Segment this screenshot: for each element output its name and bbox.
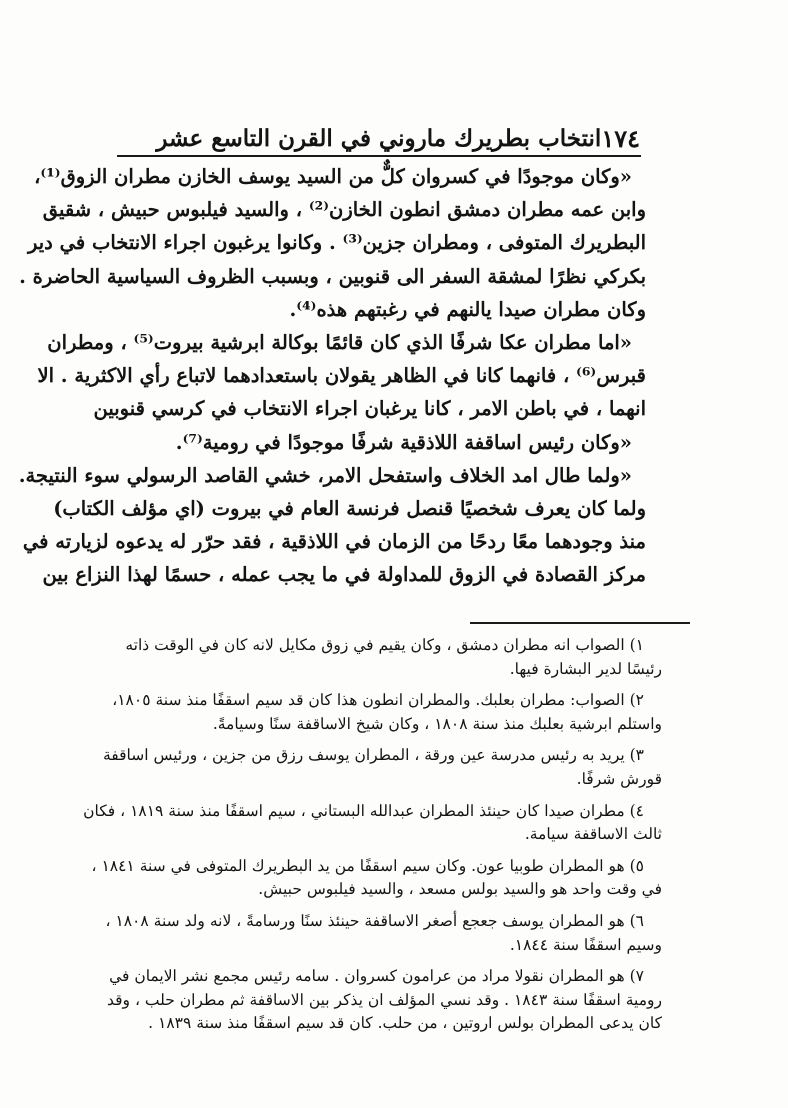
running-title: انتخاب بطريرك ماروني في القرن التاسع عشر <box>156 125 602 152</box>
footnote-4 <box>83 800 662 847</box>
footnote-rule <box>470 622 690 624</box>
text-line: «وكان رئيس اساقفة اللاذقية شرفًا موجودًا في رومية⁽⁷⁾. <box>175 430 632 454</box>
footnote-line: واستلم ابرشية بعلبك منذ سنة ١٨٠٨ ، وكان شيخ الاساقفة سنًا وسيامةً. <box>212 714 662 733</box>
footnote-line: قورش شرفًا. <box>576 769 662 788</box>
text-line: «ولما طال امد الخلاف واستفحل الامر، خشي القاصد الرسولي سوء النتيجة. <box>18 463 632 487</box>
footnote-3 <box>102 744 662 791</box>
footnote-1 <box>125 634 662 681</box>
text-line: «اما مطران عكا شرفًا الذي كان قائمًا بوكالة ابرشية بيروت⁽⁵⁾ ، ومطران <box>47 330 632 354</box>
text-line: وكان مطران صيدا يالنهم في رغبتهم هذه⁽⁴⁾. <box>289 297 646 321</box>
footnote-line: رئيسًا لدير البشارة فيها. <box>509 659 662 678</box>
footnote-line: ٧) هو المطران نقولا مراد من عرامون كسروان . سامه رئيس مجمع نشر الايمان في <box>109 967 644 986</box>
footnote-2 <box>112 689 662 736</box>
text-line: البطريرك المتوفى ، ومطران جزين⁽³⁾ . وكانوا يرغبون اجراء الانتخاب في دير <box>27 231 646 255</box>
footnote-line: ١) الصواب انه مطران دمشق ، وكان يقيم في زوق مكايل لانه كان في الوقت ذاته <box>125 636 644 654</box>
footnote-line: ٤) مطران صيدا كان حينئذ المطران عبدالله البستاني ، سيم اسقفًا منذ سنة ١٨١٩ ، فكان <box>83 801 644 820</box>
footnote-line: ٢) الصواب: مطران بعلبك. والمطران انطون هذا كان قد سيم اسقفًا منذ سنة ١٨٠٥، <box>112 691 644 710</box>
footnote-line: ٥) هو المطران طوبيا عون. وكان سيم اسقفًا من يد البطريرك المتوفى في سنة ١٨٤١ ، <box>91 856 644 875</box>
text-line: وابن عمه مطران دمشق انطون الخازن⁽²⁾ ، والسيد فيلبوس حبيش ، شقيق <box>42 198 646 222</box>
footnote-line: رومية اسقفًا سنة ١٨٤٣ . وقد نسي المؤلف ان يذكر بين الاساقفة ثم مطران حلب ، وقد <box>107 990 662 1009</box>
footnote-line: في وقت واحد هو والسيد بولس مسعد ، والسيد فيلبوس حبيش. <box>258 880 662 899</box>
footnote-5 <box>91 855 662 902</box>
footnotes <box>83 634 662 1036</box>
footnote-7 <box>107 965 662 1036</box>
page-header <box>156 118 640 154</box>
text-line: قبرس⁽⁶⁾ ، فانهما كانا في الظاهر يقولان باستعدادهما لاتباع رأي الاكثرية . الا <box>37 364 646 388</box>
footnote-line: ٣) يريد به رئيس مدرسة عين ورقة ، المطران يوسف رزق من جزين ، ورئيس اساقفة <box>102 746 644 765</box>
text-line: منذ وجودهما معًا ردحًا من الزمان في اللاذقية ، فقد حرّر له يدعوه لزيارته في <box>22 530 646 554</box>
text-line: بكركي نظرًا لمشقة السفر الى قنوبين ، وبسبب الظروف السياسية الحاضرة . <box>19 264 646 288</box>
page-number: ١٧٤ <box>601 124 640 153</box>
text-line: ولما كان يعرف شخصيًا قنصل فرنسة العام في بيروت (اي مؤلف الكتاب) <box>53 496 646 520</box>
footnote-line: ٦) هو المطران يوسف جعجع أصغر الاساقفة حينئذ سنًا ورسامةً ، لانه ولد سنة ١٨٠٨ ، <box>105 911 644 930</box>
footnote-line: ثالث الاساقفة سيامة. <box>524 825 662 844</box>
text-line: مركز القصادة في الزوق للمداولة في ما يجب عمله ، حسمًا لهذا النزاع بين <box>42 563 646 587</box>
text-line: انهما ، في باطن الامر ، كانا يرغبان اجراء الانتخاب في كرسي قنوبين <box>93 397 646 421</box>
footnote-line: كان يدعى المطران بولس اروتين ، من حلب. كان قد سيم اسقفًا منذ سنة ١٨٣٩ . <box>148 1014 662 1033</box>
footnote-line: وسيم اسقفًا سنة ١٨٤٤. <box>509 935 662 954</box>
footnote-6 <box>105 910 662 957</box>
main-text <box>18 160 646 591</box>
header-rule <box>117 155 641 157</box>
text-line: «وكان موجودًا في كسروان كلٌّ من السيد يوسف الخازن مطران الزوق⁽¹⁾، <box>34 165 632 188</box>
